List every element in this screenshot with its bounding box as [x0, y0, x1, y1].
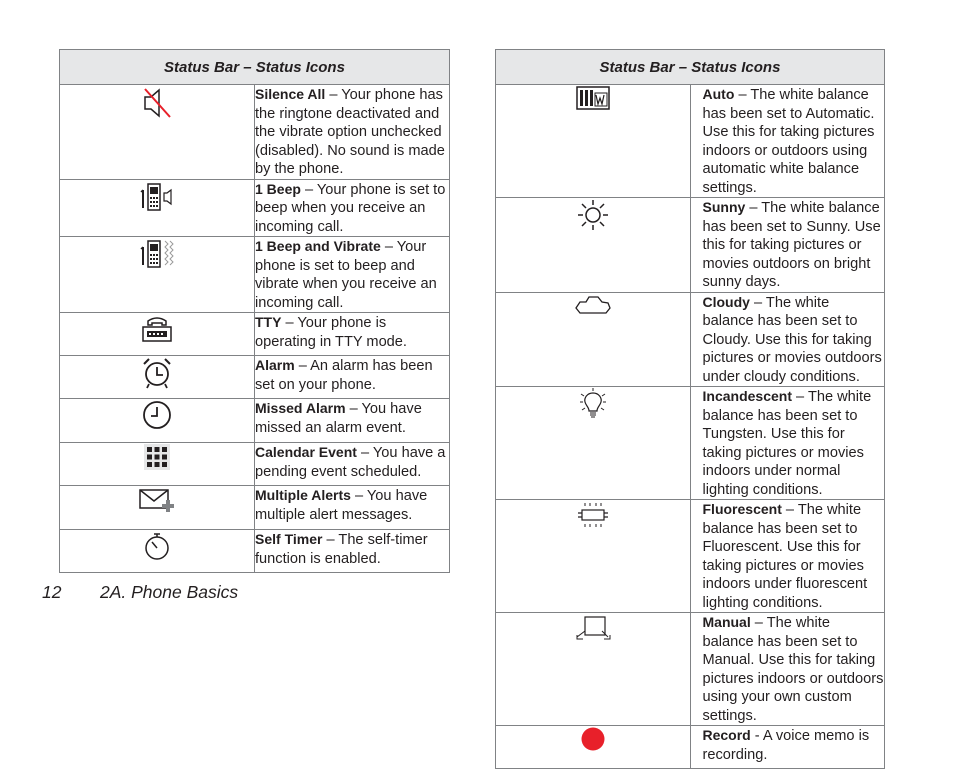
table-row — [60, 443, 450, 486]
table-row — [496, 292, 885, 387]
row-term: Fluorescent — [702, 501, 782, 517]
row-desc: – The white balance has been set to Cloudy. Use this for taking pictures or movies outdoors under cloudy conditions. — [702, 294, 882, 385]
tty-icon — [141, 313, 173, 345]
page-number: 12 — [42, 582, 62, 602]
table-row — [60, 530, 450, 573]
table-row — [496, 85, 885, 198]
row-term: Auto — [702, 86, 735, 102]
row-desc: – An alarm has been set on your phone. — [255, 358, 433, 393]
row-desc: – The white balance has been set to Automatic. Use this for taking pictures indoors or outdoors using automatic white balance settings. — [702, 87, 875, 196]
status-icons-table-right — [495, 49, 885, 769]
row-desc: – Your phone has the ringtone deactivated and the vibrate option unchecked (disabled). No sound is made by the phone. — [255, 87, 445, 177]
fluorescent-icon — [576, 500, 610, 530]
row-desc: – You have a pending event scheduled. — [255, 445, 446, 480]
row-desc: – Your phone is set to beep when you receive an incoming call. — [255, 181, 446, 235]
cloud-icon — [574, 293, 612, 319]
table-row — [60, 356, 450, 399]
row-desc: – You have multiple alert messages. — [255, 488, 428, 523]
alarm-clock-icon — [141, 356, 173, 390]
timer-icon — [142, 530, 172, 562]
row-desc: – The self-timer function is enabled. — [255, 532, 428, 567]
table-header: Status Bar – Status Icons — [496, 50, 885, 85]
row-desc: – Your phone is operating in TTY mode. — [255, 315, 407, 350]
row-term: Alarm — [255, 357, 295, 373]
table-row — [496, 387, 885, 500]
status-icons-table-left — [59, 49, 450, 573]
bulb-icon — [576, 387, 610, 423]
silence-icon — [141, 85, 173, 121]
row-term: 1 Beep and Vibrate — [255, 238, 381, 254]
table-row — [496, 198, 885, 293]
row-desc: - A voice memo is recording. — [702, 728, 870, 763]
sun-icon — [576, 198, 610, 232]
row-desc: – The white balance has been set to Manual. Use this for taking pictures indoors or outdoors using your own custom settings. — [702, 615, 884, 724]
row-term: Cloudy — [702, 293, 750, 310]
table-row — [496, 613, 885, 726]
manual-wb-icon — [574, 613, 612, 643]
row-term: TTY — [255, 314, 282, 330]
row-term: Calendar Event — [255, 444, 357, 460]
table-row — [60, 313, 450, 356]
beep-vibrate-icon — [139, 237, 175, 269]
envelope-plus-icon — [138, 486, 176, 516]
row-desc: – The white balance has been set to Sunny. Use this for taking pictures or movies outdoors on bright sunny days. — [702, 200, 881, 290]
row-desc: – You have missed an alarm event. — [255, 401, 422, 436]
table-header: Status Bar – Status Icons — [60, 50, 450, 85]
auto-wb-icon — [576, 85, 610, 111]
row-term: Multiple Alerts — [255, 487, 351, 503]
table-row — [60, 399, 450, 443]
row-term: Silence All — [255, 86, 326, 102]
table-row — [60, 179, 450, 237]
row-term: Manual — [702, 614, 751, 630]
row-term: Record — [702, 727, 751, 743]
table-row — [60, 237, 450, 313]
row-desc: – Your phone is set to beep and vibrate when you receive an incoming call. — [255, 239, 437, 311]
table-row — [60, 85, 450, 180]
row-term: Incandescent — [702, 388, 792, 404]
table-row — [60, 486, 450, 530]
missed-alarm-icon — [141, 399, 173, 431]
calendar-icon — [143, 443, 171, 471]
row-term: 1 Beep — [255, 180, 301, 197]
row-term: Self Timer — [255, 531, 323, 547]
section-title: 2A. Phone Basics — [100, 582, 239, 602]
record-dot-icon — [580, 726, 606, 752]
table-row — [496, 500, 885, 613]
one-beep-icon — [139, 180, 175, 212]
row-term: Sunny — [702, 199, 746, 215]
table-row — [496, 726, 885, 769]
row-desc: – The white balance has been set to Fluorescent. Use this for taking pictures or movies indoors under fluorescent lighting conditions. — [702, 502, 868, 611]
row-desc: – The white balance has been set to Tungsten. Use this for taking pictures or movies indoors under normal lighting conditions. — [702, 389, 872, 498]
row-term: Missed Alarm — [255, 400, 346, 416]
